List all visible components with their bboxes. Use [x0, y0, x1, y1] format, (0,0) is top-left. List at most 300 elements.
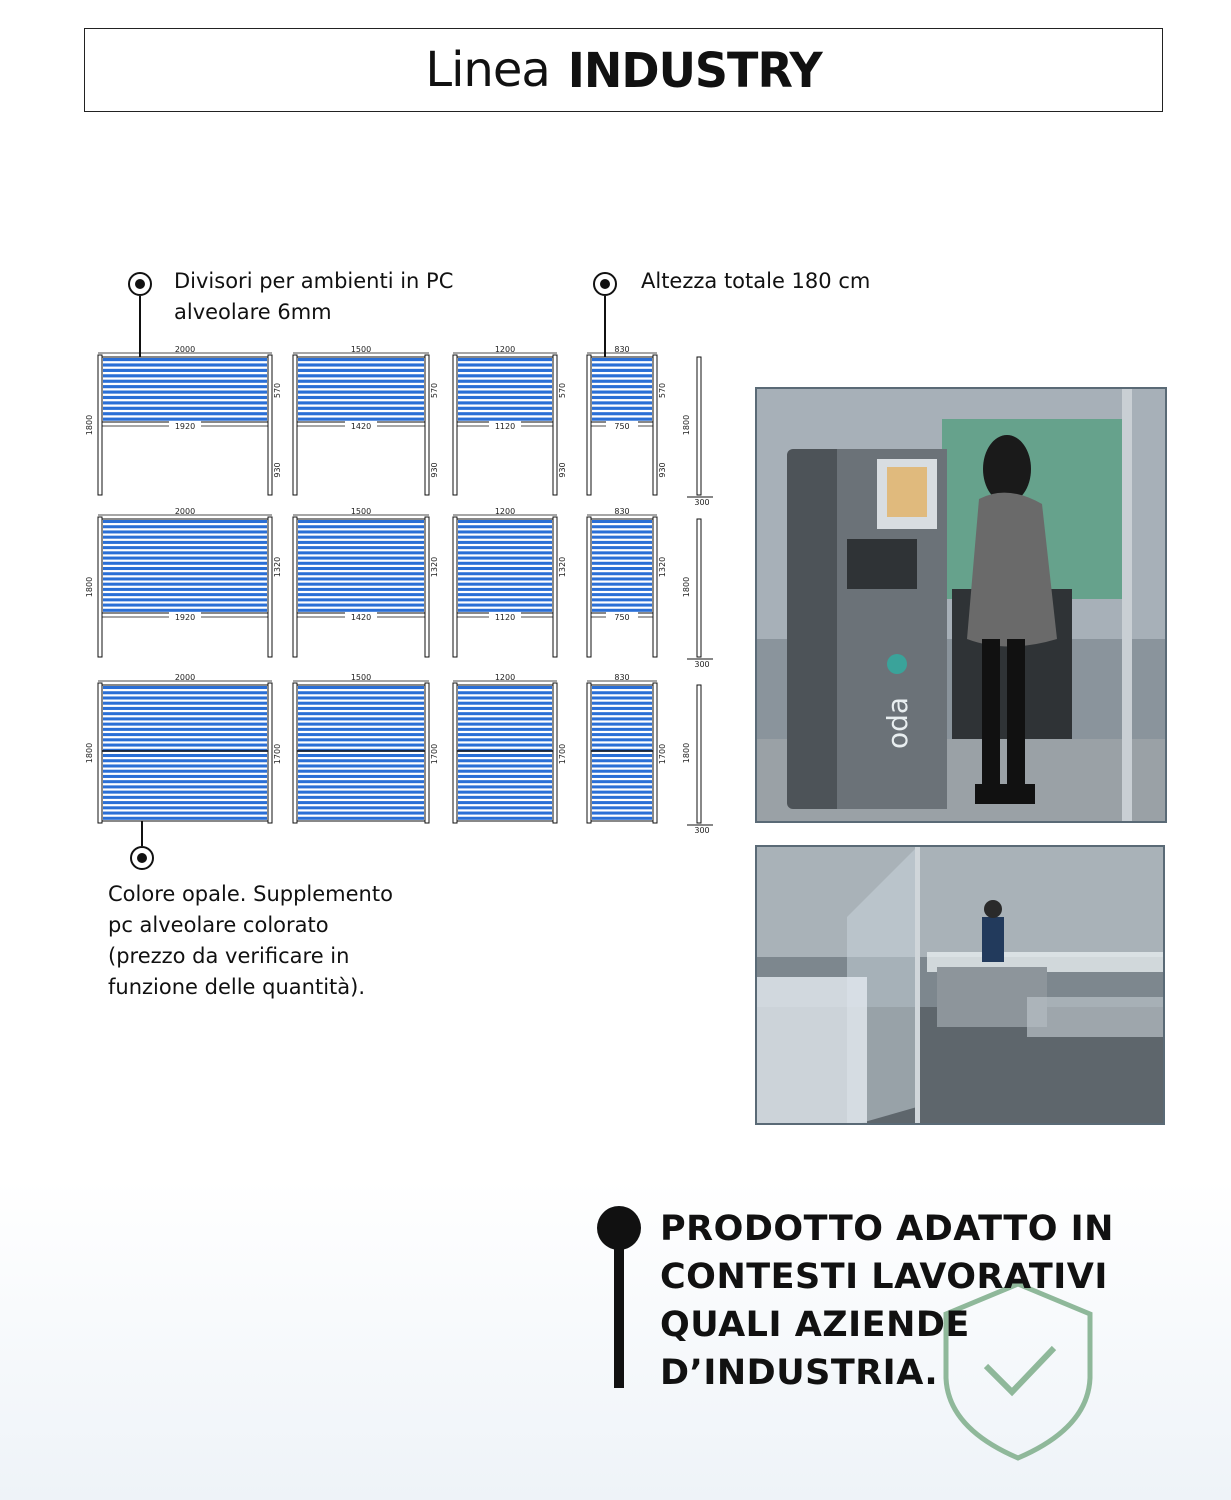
panel-stripe: [592, 369, 652, 372]
post: [553, 517, 557, 657]
dim-width-label: 1200: [494, 673, 516, 682]
post: [653, 355, 657, 495]
panel-stripe: [592, 604, 652, 607]
dim-inner-width-label: 750: [614, 422, 630, 431]
side-profile: [697, 685, 701, 823]
panel-stripe: [592, 385, 652, 388]
panel-stripe: [592, 374, 652, 377]
panel-stripe: [103, 604, 267, 607]
panel-stripe: [458, 407, 552, 410]
panel-stripe: [103, 707, 267, 710]
panel-stripe: [458, 686, 552, 689]
dim-leg-height-label: 930: [558, 462, 567, 478]
panel-stripe: [458, 806, 552, 809]
panel-stripe: [103, 770, 267, 773]
panel-stripe: [592, 712, 652, 715]
panel-stripe: [103, 577, 267, 580]
panel-stripe: [298, 536, 424, 539]
panel-stripe: [592, 541, 652, 544]
vending-scene-illustration: [757, 389, 1167, 823]
panel-stripe: [458, 385, 552, 388]
panel-stripe: [592, 562, 652, 565]
panel-stripe: [458, 598, 552, 601]
panel-stripe: [592, 551, 652, 554]
dim-width-label: 2000: [174, 673, 196, 682]
panel-stripe: [103, 396, 267, 399]
panel-stripe: [592, 707, 652, 710]
dim-width-label: 830: [614, 507, 630, 516]
panel-stripe: [458, 780, 552, 783]
panel-stripe: [592, 593, 652, 596]
panel-stripe: [592, 567, 652, 570]
panel-stripe: [103, 583, 267, 586]
panel-stripe: [298, 363, 424, 366]
panel-stripe: [592, 536, 652, 539]
panel-stripe: [103, 806, 267, 809]
panel-stripe: [458, 391, 552, 394]
panel-stripe: [458, 536, 552, 539]
panel: [102, 685, 268, 821]
panel-stripe: [298, 609, 424, 612]
panel-stripe: [298, 358, 424, 361]
post: [425, 355, 429, 495]
dim-inner-width-label: 1120: [494, 613, 516, 622]
panel-stripe: [298, 754, 424, 757]
panel-stripe: [298, 525, 424, 528]
dim-panel-height-label: 1320: [273, 556, 282, 578]
panel-stripe: [298, 374, 424, 377]
panel-stripe: [103, 780, 267, 783]
panel-stripe: [103, 385, 267, 388]
panel-stripe: [458, 396, 552, 399]
panel-stripe: [298, 775, 424, 778]
panel-stripe: [458, 738, 552, 741]
panel-stripe: [458, 733, 552, 736]
panel-stripe: [298, 780, 424, 783]
panel-stripe: [103, 374, 267, 377]
panel-stripe: [103, 536, 267, 539]
dim-width-label: 2000: [174, 507, 196, 516]
panel-stripe: [298, 401, 424, 404]
panel-stripe: [298, 702, 424, 705]
panel-stripe: [103, 796, 267, 799]
panel-stripe: [458, 525, 552, 528]
panel-stripe: [298, 541, 424, 544]
panel-stripe: [103, 530, 267, 533]
post: [587, 355, 591, 495]
dim-leg-height-label: 930: [658, 462, 667, 478]
panel: [297, 685, 425, 821]
panel-stripe: [592, 806, 652, 809]
dim-width-label: 1200: [494, 507, 516, 516]
panel-stripe: [103, 817, 267, 820]
panel-stripe: [458, 369, 552, 372]
dim-total-height-label: 1800: [85, 742, 94, 764]
panel-stripe: [103, 363, 267, 366]
panel-stripe: [592, 396, 652, 399]
dim-inner-width-label: 1420: [350, 613, 372, 622]
tagline-line-4: D’INDUSTRIA.: [660, 1353, 939, 1393]
panel-stripe: [458, 593, 552, 596]
panel-stripe: [592, 609, 652, 612]
panel-stripe: [592, 557, 652, 560]
post: [293, 683, 297, 823]
panel-stripe: [458, 551, 552, 554]
panel-stripe: [298, 562, 424, 565]
photo-factory: [755, 845, 1165, 1125]
panel-stripe: [103, 738, 267, 741]
panel-stripe: [298, 738, 424, 741]
panel-stripe: [458, 530, 552, 533]
panel-stripe: [103, 723, 267, 726]
post: [268, 683, 272, 823]
panel-stripe: [298, 412, 424, 415]
dim-total-height-label: 1800: [85, 414, 94, 436]
panel-stripe: [103, 759, 267, 762]
panel-stripe: [458, 723, 552, 726]
panel-stripe: [592, 801, 652, 804]
photo-vending-machine: [755, 387, 1167, 823]
tagline-line-1: PRODOTTO ADATTO IN: [660, 1209, 1114, 1249]
panel-stripe: [103, 369, 267, 372]
panel-stripe: [103, 754, 267, 757]
panel-stripe: [298, 812, 424, 815]
side-profile: [697, 519, 701, 657]
dim-inner-width-label: 1920: [174, 422, 196, 431]
panel-stripe: [592, 759, 652, 762]
panel-stripe: [458, 728, 552, 731]
post: [425, 517, 429, 657]
panel-stripe: [298, 369, 424, 372]
dim-width-label: 2000: [174, 345, 196, 354]
panel-stripe: [298, 598, 424, 601]
panel-stripe: [592, 702, 652, 705]
panel-stripe: [458, 562, 552, 565]
panel-stripe: [592, 572, 652, 575]
dim-width-label: 1500: [350, 345, 372, 354]
dim-panel-height-label: 1700: [273, 743, 282, 765]
panel-stripe: [298, 520, 424, 523]
dim-inner-width-label: 1420: [350, 422, 372, 431]
dim-total-height-label: 1800: [85, 576, 94, 598]
panel-stripe: [103, 407, 267, 410]
panel-stripe: [298, 567, 424, 570]
panel-stripe: [103, 691, 267, 694]
panel-stripe: [103, 401, 267, 404]
panel-stripe: [458, 754, 552, 757]
dim-side-height-label: 1800: [682, 414, 691, 436]
panel-stripe: [592, 546, 652, 549]
panel-stripe: [298, 717, 424, 720]
panel-stripe: [103, 593, 267, 596]
panel-stripe: [103, 562, 267, 565]
panel-stripe: [103, 728, 267, 731]
panel-stripe: [458, 817, 552, 820]
post: [453, 517, 457, 657]
dim-width-label: 1200: [494, 345, 516, 354]
panel-stripe: [298, 530, 424, 533]
post: [98, 355, 102, 495]
panel-stripe: [298, 385, 424, 388]
panel-stripe: [298, 770, 424, 773]
panel-stripe: [592, 686, 652, 689]
panel-stripe: [103, 567, 267, 570]
panel-stripe: [592, 717, 652, 720]
dim-width-label: 1500: [350, 673, 372, 682]
dim-panel-height-label: 1320: [658, 556, 667, 578]
panel-stripe: [298, 801, 424, 804]
panel-stripe: [103, 744, 267, 747]
panel-stripe: [298, 733, 424, 736]
panel-stripe: [592, 723, 652, 726]
panel-stripe: [458, 418, 552, 421]
panel-stripe: [298, 396, 424, 399]
panel-stripe: [458, 541, 552, 544]
panel-stripe: [592, 770, 652, 773]
callout-color: Colore opale. Supplemento pc alveolare colorato (prezzo da verificare in funzione delle quantità).: [108, 882, 393, 999]
panel-stripe: [458, 358, 552, 361]
panel-stripe: [103, 541, 267, 544]
panel-stripe: [592, 588, 652, 591]
panel-stripe: [592, 391, 652, 394]
panel-stripe: [458, 764, 552, 767]
panel-stripe: [458, 770, 552, 773]
panel-stripe: [103, 696, 267, 699]
panel-stripe: [458, 609, 552, 612]
panel-stripe: [103, 733, 267, 736]
dim-side-height-label: 1800: [682, 742, 691, 764]
dim-panel-height-label: 1700: [430, 743, 439, 765]
panel-stripe: [298, 791, 424, 794]
panel-stripe: [298, 728, 424, 731]
dim-foot-label: 300: [694, 660, 710, 669]
panel-stripe: [592, 791, 652, 794]
dim-panel-height-label: 570: [558, 382, 567, 399]
tagline: [660, 1205, 1200, 1397]
dim-panel-height-label: 1700: [558, 743, 567, 765]
dim-width-label: 830: [614, 345, 630, 354]
dim-inner-width-label: 1920: [174, 613, 196, 622]
dim-panel-height-label: 1320: [558, 556, 567, 578]
panel-stripe: [103, 712, 267, 715]
panel-stripe: [298, 785, 424, 788]
dim-foot-label: 300: [694, 826, 710, 835]
panel: [457, 685, 553, 821]
panel-stripe: [103, 572, 267, 575]
panel-stripe: [298, 593, 424, 596]
title-light: Linea: [425, 42, 550, 98]
dim-panel-height-label: 570: [658, 382, 667, 399]
panel-stripe: [298, 546, 424, 549]
panel-stripe: [103, 588, 267, 591]
panel: [591, 685, 653, 821]
panel-stripe: [592, 691, 652, 694]
title-bold: INDUSTRY: [567, 41, 822, 99]
panel-stripe: [103, 412, 267, 415]
panel-stripe: [458, 572, 552, 575]
panel-stripe: [592, 754, 652, 757]
panel-stripe: [103, 557, 267, 560]
panel-stripe: [103, 791, 267, 794]
dim-width-label: 830: [614, 673, 630, 682]
panel-stripe: [458, 707, 552, 710]
post: [453, 355, 457, 495]
post: [653, 683, 657, 823]
panel-stripe: [592, 401, 652, 404]
dim-panel-height-label: 1700: [658, 743, 667, 765]
post: [453, 683, 457, 823]
tagline-bullet-bar: [614, 1236, 624, 1388]
panel-stripe: [592, 817, 652, 820]
panel-stripe: [103, 775, 267, 778]
panel-stripe: [458, 363, 552, 366]
panel-stripe: [298, 686, 424, 689]
dim-leg-height-label: 930: [430, 462, 439, 478]
panel-stripe: [458, 412, 552, 415]
panel-stripe: [298, 572, 424, 575]
panel-stripe: [458, 604, 552, 607]
post: [587, 517, 591, 657]
panel-stripe: [458, 791, 552, 794]
panel-stripe: [592, 764, 652, 767]
panel-stripe: [458, 374, 552, 377]
dim-panel-height-label: 570: [273, 382, 282, 399]
panel-stripe: [592, 418, 652, 421]
panel-stripe: [592, 577, 652, 580]
panel-stripe: [103, 609, 267, 612]
panel-stripe: [458, 520, 552, 523]
panel-stripe: [592, 785, 652, 788]
post: [268, 355, 272, 495]
panel-stripe: [103, 358, 267, 361]
panel-stripe: [592, 733, 652, 736]
panel-stripe: [103, 785, 267, 788]
panel-stripe: [592, 530, 652, 533]
panel-stripe: [458, 744, 552, 747]
panel-stripe: [458, 401, 552, 404]
panel-stripe: [592, 380, 652, 383]
panel-stripe: [298, 817, 424, 820]
dim-foot-label: 300: [694, 498, 710, 507]
panel-stripe: [458, 696, 552, 699]
panel-stripe: [592, 728, 652, 731]
panel-stripe: [592, 775, 652, 778]
panel-stripe: [458, 796, 552, 799]
panel-stripe: [103, 525, 267, 528]
panel-stripe: [298, 806, 424, 809]
panel-stripe: [458, 775, 552, 778]
factory-scene-illustration: [757, 847, 1165, 1125]
panel-stripe: [298, 604, 424, 607]
dim-panel-height-label: 1320: [430, 556, 439, 578]
side-profile: [697, 357, 701, 495]
panel-stripe: [592, 598, 652, 601]
panel-stripe: [458, 567, 552, 570]
panel-stripe: [458, 577, 552, 580]
callout-height: Altezza totale 180 cm: [641, 269, 871, 293]
panel-stripe: [298, 407, 424, 410]
callout-material: Divisori per ambienti in PC alveolare 6mm: [174, 269, 454, 324]
post: [553, 355, 557, 495]
dim-panel-height-label: 570: [430, 382, 439, 399]
panel-stripe: [592, 583, 652, 586]
panel-stripe: [458, 801, 552, 804]
post: [553, 683, 557, 823]
dim-leg-height-label: 930: [273, 462, 282, 478]
post: [293, 355, 297, 495]
panel-stripe: [592, 363, 652, 366]
panel-stripe: [103, 551, 267, 554]
panel-stripe: [458, 812, 552, 815]
panel-stripe: [592, 520, 652, 523]
panel-stripe: [298, 380, 424, 383]
post: [268, 517, 272, 657]
panel-stripe: [103, 418, 267, 421]
post: [98, 683, 102, 823]
panel-stripe: [592, 358, 652, 361]
panel-stripe: [103, 764, 267, 767]
panel-stripe: [298, 391, 424, 394]
panel-stripe: [592, 696, 652, 699]
panel-stripe: [592, 412, 652, 415]
panel-stripe: [103, 380, 267, 383]
panel-stripe: [592, 407, 652, 410]
panel-stripe: [298, 583, 424, 586]
panel-stripe: [298, 796, 424, 799]
panel-stripe: [298, 707, 424, 710]
panel-stripe: [458, 583, 552, 586]
panel-stripe: [592, 812, 652, 815]
panel-stripe: [298, 557, 424, 560]
panel-stripe: [458, 717, 552, 720]
panel-stripe: [103, 686, 267, 689]
tagline-line-2: CONTESTI LAVORATIVI: [660, 1257, 1108, 1297]
dim-inner-width-label: 750: [614, 613, 630, 622]
panel-stripe: [298, 712, 424, 715]
post: [293, 517, 297, 657]
panel-stripe: [592, 738, 652, 741]
dim-width-label: 1500: [350, 507, 372, 516]
post: [587, 683, 591, 823]
panel-stripe: [298, 696, 424, 699]
panel-stripe: [103, 598, 267, 601]
panel-stripe: [298, 691, 424, 694]
panel-stripe: [458, 712, 552, 715]
post: [98, 517, 102, 657]
panel-stripe: [298, 577, 424, 580]
panel-stripe: [458, 785, 552, 788]
panel-stripe: [458, 546, 552, 549]
post: [653, 517, 657, 657]
panel-stripe: [592, 525, 652, 528]
panel-stripe: [458, 759, 552, 762]
dim-inner-width-label: 1120: [494, 422, 516, 431]
panel-stripe: [103, 717, 267, 720]
panel-stripe: [298, 723, 424, 726]
panel-stripe: [458, 691, 552, 694]
panel-stripe: [458, 557, 552, 560]
dim-side-height-label: 1800: [682, 576, 691, 598]
panel-stripe: [298, 551, 424, 554]
panel-stripe: [592, 780, 652, 783]
panel-stripe: [103, 391, 267, 394]
technical-drawings: [0, 0, 740, 860]
panel-stripe: [298, 764, 424, 767]
panel-stripe: [592, 796, 652, 799]
tagline-line-3: QUALI AZIENDE: [660, 1305, 970, 1345]
panel-stripe: [458, 588, 552, 591]
panel-stripe: [298, 418, 424, 421]
